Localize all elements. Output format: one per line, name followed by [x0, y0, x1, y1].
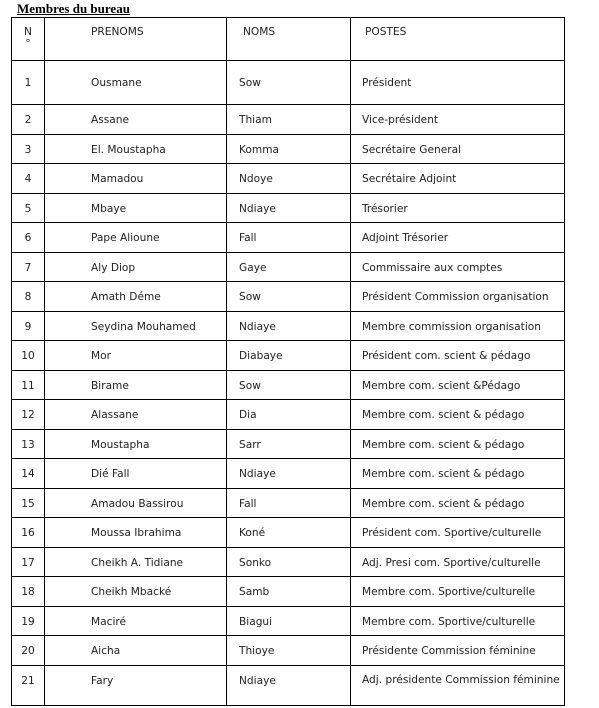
cell-poste: Secrétaire General: [351, 134, 565, 164]
cell-nom: Koné: [227, 518, 351, 548]
table-row: [12, 61, 565, 105]
header-number-line2: °: [25, 38, 31, 50]
table-header-row: [12, 18, 565, 61]
cell-poste: Adj. Presi com. Sportive/culturelle: [351, 547, 565, 577]
cell-nom: Sow: [227, 282, 351, 312]
header-number-line1: N: [24, 26, 32, 38]
table-row: [12, 577, 565, 607]
cell-prenom: El. Moustapha: [45, 134, 227, 164]
cell-nom: Diabaye: [227, 341, 351, 371]
cell-poste: Adj. présidente Commission féminine: [351, 665, 565, 705]
cell-prenom: Birame: [45, 370, 227, 400]
table-row: [12, 665, 565, 705]
cell-number: 14: [12, 459, 45, 489]
cell-prenom: Dié Fall: [45, 459, 227, 489]
cell-prenom: Mamadou: [45, 164, 227, 194]
table-row: [12, 134, 565, 164]
cell-number: 5: [12, 193, 45, 223]
cell-nom: Sow: [227, 370, 351, 400]
cell-nom: Sow: [227, 61, 351, 105]
cell-poste: Membre com. scient & pédago: [351, 488, 565, 518]
header-number: [12, 18, 45, 61]
cell-prenom: Pape Alioune: [45, 223, 227, 253]
cell-nom: Biagui: [227, 606, 351, 636]
cell-poste: Président: [351, 61, 565, 105]
cell-prenom: Moustapha: [45, 429, 227, 459]
table-row: [12, 311, 565, 341]
cell-number: 21: [12, 665, 45, 705]
cell-nom: Thiam: [227, 105, 351, 135]
cell-number: 11: [12, 370, 45, 400]
cell-number: 1: [12, 61, 45, 105]
table-row: [12, 400, 565, 430]
table-row: [12, 547, 565, 577]
table-row: [12, 341, 565, 371]
cell-poste: Adjoint Trésorier: [351, 223, 565, 253]
table-row: [12, 429, 565, 459]
cell-nom: Ndiaye: [227, 311, 351, 341]
cell-prenom: Amadou Bassirou: [45, 488, 227, 518]
cell-poste: Président com. scient & pédago: [351, 341, 565, 371]
cell-poste: Membre commission organisation: [351, 311, 565, 341]
cell-nom: Sonko: [227, 547, 351, 577]
cell-poste: Membre com. scient & pédago: [351, 400, 565, 430]
cell-poste: Président Commission organisation: [351, 282, 565, 312]
cell-prenom: Ousmane: [45, 61, 227, 105]
cell-prenom: Fary: [45, 665, 227, 705]
cell-prenom: Moussa Ibrahima: [45, 518, 227, 548]
cell-prenom: Mbaye: [45, 193, 227, 223]
cell-number: 9: [12, 311, 45, 341]
table-row: [12, 459, 565, 489]
cell-number: 2: [12, 105, 45, 135]
table-row: [12, 252, 565, 282]
members-table: [11, 17, 565, 706]
table-row: [12, 105, 565, 135]
cell-prenom: Maciré: [45, 606, 227, 636]
cell-nom: Sarr: [227, 429, 351, 459]
cell-prenom: Mor: [45, 341, 227, 371]
cell-poste: Membre com. Sportive/culturelle: [351, 606, 565, 636]
cell-prenom: Aicha: [45, 636, 227, 666]
table-row: [12, 636, 565, 666]
cell-poste: Membre com. scient &Pédago: [351, 370, 565, 400]
cell-nom: Ndiaye: [227, 459, 351, 489]
table-row: [12, 488, 565, 518]
cell-number: 15: [12, 488, 45, 518]
cell-poste: Président com. Sportive/culturelle: [351, 518, 565, 548]
table-row: [12, 164, 565, 194]
cell-prenom: Cheikh Mbacké: [45, 577, 227, 607]
cell-nom: Fall: [227, 223, 351, 253]
cell-number: 6: [12, 223, 45, 253]
cell-poste: Commissaire aux comptes: [351, 252, 565, 282]
cell-number: 3: [12, 134, 45, 164]
cell-prenom: Aly Diop: [45, 252, 227, 282]
cell-prenom: Alassane: [45, 400, 227, 430]
cell-nom: Ndiaye: [227, 665, 351, 705]
table-row: [12, 193, 565, 223]
cell-nom: Ndoye: [227, 164, 351, 194]
cell-number: 12: [12, 400, 45, 430]
cell-number: 10: [12, 341, 45, 371]
header-prenoms: PRENOMS: [45, 18, 227, 61]
cell-prenom: Cheikh A. Tidiane: [45, 547, 227, 577]
table-row: [12, 606, 565, 636]
cell-number: 17: [12, 547, 45, 577]
cell-nom: Samb: [227, 577, 351, 607]
cell-nom: Dia: [227, 400, 351, 430]
cell-nom: Fall: [227, 488, 351, 518]
cell-number: 16: [12, 518, 45, 548]
document-title: Membres du bureau: [17, 1, 130, 16]
cell-nom: Komma: [227, 134, 351, 164]
cell-number: 18: [12, 577, 45, 607]
cell-poste: Vice-président: [351, 105, 565, 135]
cell-prenom: Amath Déme: [45, 282, 227, 312]
cell-poste: Secrétaire Adjoint: [351, 164, 565, 194]
cell-poste: Présidente Commission féminine: [351, 636, 565, 666]
header-postes: POSTES: [351, 18, 565, 61]
cell-poste: Membre com. scient & pédago: [351, 459, 565, 489]
cell-prenom: Assane: [45, 105, 227, 135]
header-noms: NOMS: [227, 18, 351, 61]
cell-number: 8: [12, 282, 45, 312]
cell-poste: Membre com. Sportive/culturelle: [351, 577, 565, 607]
table-row: [12, 282, 565, 312]
cell-poste: Trésorier: [351, 193, 565, 223]
cell-number: 20: [12, 636, 45, 666]
cell-number: 7: [12, 252, 45, 282]
table-row: [12, 518, 565, 548]
cell-poste: Membre com. scient & pédago: [351, 429, 565, 459]
cell-number: 19: [12, 606, 45, 636]
cell-nom: Ndiaye: [227, 193, 351, 223]
cell-prenom: Seydina Mouhamed: [45, 311, 227, 341]
table-row: [12, 370, 565, 400]
cell-number: 13: [12, 429, 45, 459]
cell-nom: Thioye: [227, 636, 351, 666]
cell-number: 4: [12, 164, 45, 194]
table-row: [12, 223, 565, 253]
cell-nom: Gaye: [227, 252, 351, 282]
